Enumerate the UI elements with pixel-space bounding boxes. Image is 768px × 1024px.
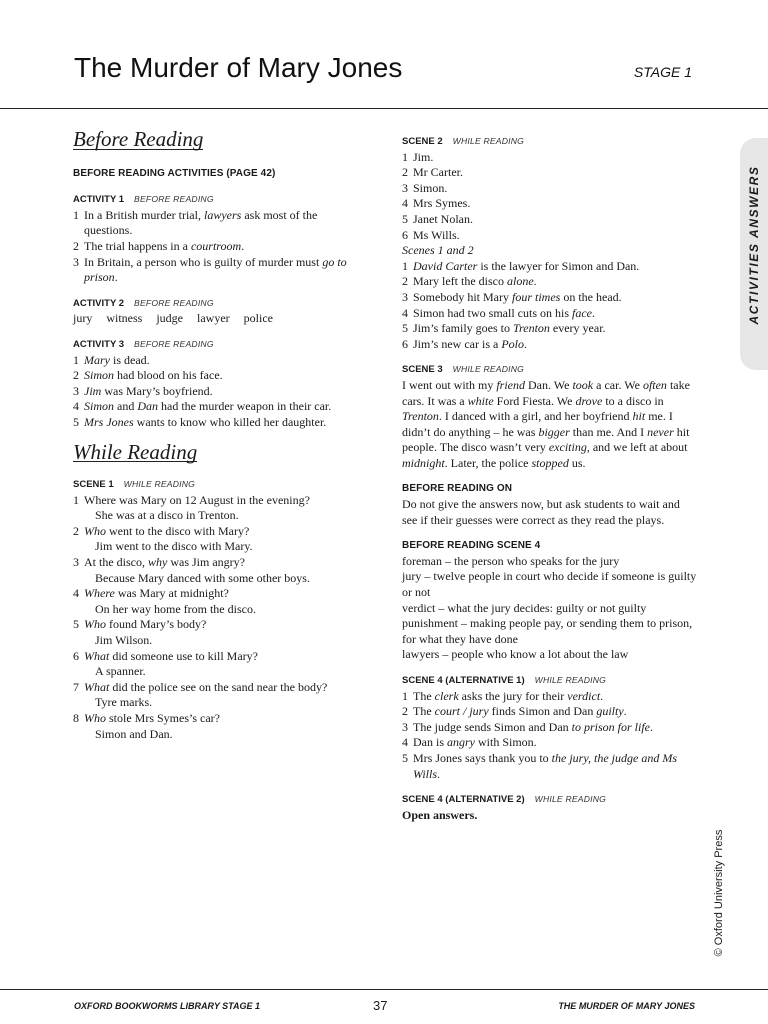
item-number: 2 bbox=[402, 165, 408, 180]
item-number: 1 bbox=[402, 258, 408, 273]
italic-text: bigger bbox=[538, 424, 570, 439]
scene4-alt1-label: SCENE 4 (ALTERNATIVE 1) bbox=[402, 675, 525, 686]
text-run: on the head. bbox=[560, 289, 622, 304]
question-item bbox=[73, 493, 363, 524]
item-number: 4 bbox=[402, 305, 408, 320]
question-item bbox=[73, 524, 363, 555]
italic-text: four times bbox=[512, 289, 561, 304]
text-run: At the disco, bbox=[84, 555, 148, 570]
scene3-paragraph bbox=[402, 378, 698, 472]
list-item bbox=[402, 306, 698, 322]
page-number: 37 bbox=[373, 998, 388, 1013]
italic-text: stopped bbox=[531, 455, 569, 470]
item-number: 6 bbox=[402, 227, 408, 242]
italic-text: guilty bbox=[596, 704, 624, 719]
text-run: a car. We bbox=[593, 377, 643, 392]
answer-text: Jim went to the disco with Mary. bbox=[95, 539, 253, 554]
item-number: 3 bbox=[402, 180, 408, 195]
item-text: Ms Wills. bbox=[413, 227, 460, 242]
text-run: is dead. bbox=[110, 352, 150, 367]
footer-book-title: THE MURDER OF MARY JONES bbox=[558, 1001, 695, 1011]
item-number: 2 bbox=[73, 238, 79, 253]
item-number: 5 bbox=[402, 321, 408, 336]
list-item bbox=[73, 239, 363, 255]
scene3-tag: WHILE READING bbox=[452, 364, 525, 375]
activity1-tag: BEFORE READING bbox=[134, 194, 214, 205]
page-header bbox=[0, 0, 768, 110]
item-text: Mr Carter. bbox=[413, 165, 463, 180]
item-number: 3 bbox=[73, 383, 79, 398]
text-run: and bbox=[114, 399, 138, 414]
text-run: . bbox=[533, 274, 537, 289]
text-run: Simon had two small cuts on his bbox=[413, 305, 572, 320]
glossary-entry: lawyers – people who know a lot about the law bbox=[402, 647, 629, 662]
activity3-tag: BEFORE READING bbox=[134, 338, 214, 349]
item-number: 1 bbox=[73, 492, 79, 507]
question-item bbox=[73, 555, 363, 586]
italic-text: exciting bbox=[548, 440, 587, 455]
text-run: had blood on his face. bbox=[114, 368, 223, 383]
stage-label: STAGE 1 bbox=[633, 64, 692, 80]
text-run: . bbox=[650, 719, 653, 734]
answer-text: Jim Wilson. bbox=[95, 633, 153, 648]
text-run: was Mary’s boyfriend. bbox=[101, 383, 213, 398]
item-number: 2 bbox=[402, 274, 408, 289]
text-run: was Mary at midnight? bbox=[114, 586, 229, 601]
text-run: stole Mrs Symes’s car? bbox=[106, 711, 220, 725]
right-column bbox=[402, 134, 698, 823]
text-run: . bbox=[523, 336, 527, 351]
text-run: Dan. We bbox=[525, 377, 573, 392]
vocabulary-word: lawyer bbox=[197, 311, 230, 326]
italic-text: Mrs Jones bbox=[84, 414, 134, 429]
italic-text: friend bbox=[496, 377, 525, 392]
scene4-alt2-tag: WHILE READING bbox=[534, 794, 606, 805]
item-number: 2 bbox=[73, 368, 79, 383]
page-title: The Murder of Mary Jones bbox=[74, 52, 403, 83]
text-run: went to the disco with Mary? bbox=[106, 523, 250, 538]
item-text: Janet Nolan. bbox=[413, 211, 473, 226]
text-run: asks the jury for their bbox=[458, 688, 568, 703]
item-number: 5 bbox=[73, 414, 79, 429]
glossary-list bbox=[402, 554, 698, 663]
copyright-notice: © Oxford University Press bbox=[713, 829, 725, 957]
list-item bbox=[402, 751, 698, 782]
italic-text: Who bbox=[84, 523, 106, 538]
scene4-alt2-label: SCENE 4 (ALTERNATIVE 2) bbox=[402, 794, 525, 806]
while-reading-heading: While Reading bbox=[73, 439, 198, 464]
italic-text: clerk bbox=[434, 688, 459, 703]
list-item bbox=[402, 337, 698, 353]
text-run: In a British murder trial, bbox=[84, 207, 204, 222]
italic-text: alone bbox=[506, 274, 534, 289]
scene4-alt1-list bbox=[402, 689, 698, 783]
text-run: . I danced with a girl, and her boyfriend bbox=[438, 409, 633, 424]
text-run: . bbox=[437, 766, 441, 781]
list-item bbox=[73, 353, 363, 369]
item-number: 3 bbox=[73, 254, 79, 269]
list-item bbox=[402, 720, 698, 736]
text-run: me. I didn’t do anything – he was bbox=[402, 409, 673, 439]
vocabulary-word: judge bbox=[156, 311, 184, 326]
italic-text: verdict bbox=[567, 688, 601, 703]
answer-text: Tyre marks. bbox=[95, 695, 153, 710]
list-item bbox=[402, 228, 698, 244]
footer-rule bbox=[0, 989, 768, 990]
glossary-entry: foreman – the person who speaks for the jury bbox=[402, 553, 620, 568]
activity3-list bbox=[73, 353, 363, 431]
italic-text: What bbox=[84, 648, 110, 663]
answer-text: A spanner. bbox=[95, 664, 146, 679]
activity2-label: ACTIVITY 2 bbox=[73, 297, 125, 309]
before-reading-on-heading: BEFORE READING ON bbox=[402, 483, 513, 495]
text-run: . bbox=[592, 305, 595, 320]
text-run: Where was Mary on 12 August in the evening? bbox=[84, 492, 310, 507]
scene2-label: SCENE 2 bbox=[402, 136, 443, 147]
text-run: . bbox=[623, 704, 627, 719]
left-column bbox=[73, 127, 363, 742]
list-item bbox=[73, 208, 363, 239]
item-number: 5 bbox=[402, 750, 408, 765]
scene4-alt1-heading bbox=[402, 673, 698, 689]
scene4-alt2-answer: Open answers. bbox=[402, 807, 478, 822]
list-item bbox=[402, 212, 698, 228]
before-reading-on-text: Do not give the answers now, but ask students to wait and see if their guesses were correct as they read the plays. bbox=[402, 497, 680, 527]
italic-text: go to prison bbox=[84, 254, 347, 285]
text-run: Jim’s family goes to bbox=[413, 321, 513, 336]
text-run: did the police see on the sand near the body? bbox=[109, 679, 328, 694]
activity2-tag: BEFORE READING bbox=[134, 297, 214, 308]
item-number: 3 bbox=[402, 289, 408, 304]
list-item bbox=[402, 181, 698, 197]
activity2-words bbox=[73, 311, 363, 327]
activity3-label: ACTIVITY 3 bbox=[73, 338, 125, 350]
scene4-alt2-heading bbox=[402, 792, 698, 808]
item-number: 5 bbox=[73, 617, 79, 632]
italic-text: courtroom bbox=[190, 238, 242, 253]
before-scene4-heading: BEFORE READING SCENE 4 bbox=[402, 540, 541, 552]
text-run: finds Simon and Dan bbox=[488, 704, 597, 719]
vocabulary-word: jury bbox=[73, 311, 93, 326]
scene1-tag: WHILE READING bbox=[123, 479, 196, 490]
item-number: 8 bbox=[73, 711, 79, 725]
list-item bbox=[402, 165, 698, 181]
text-run: take cars. It was a bbox=[402, 377, 690, 408]
text-run: Mary left the disco bbox=[413, 274, 507, 289]
text-run: . bbox=[241, 238, 245, 253]
text-run: Somebody hit Mary bbox=[413, 289, 512, 304]
text-run: . Later, the police bbox=[444, 455, 532, 470]
item-number: 1 bbox=[73, 207, 79, 222]
item-number: 4 bbox=[402, 735, 408, 750]
scene2-list bbox=[402, 150, 698, 244]
item-text: Mrs Symes. bbox=[413, 196, 471, 211]
text-run: I went out with my bbox=[402, 377, 497, 392]
text-run: The judge sends Simon and Dan bbox=[413, 719, 572, 734]
text-run: was Jim angry? bbox=[167, 555, 245, 570]
before-reading-activities-heading: BEFORE READING ACTIVITIES (PAGE 42) bbox=[73, 167, 276, 179]
question-item bbox=[73, 617, 363, 648]
text-run: Ford Fiesta. We bbox=[493, 393, 576, 408]
list-item bbox=[402, 735, 698, 751]
answer-text: She was at a disco in Trenton. bbox=[95, 508, 239, 523]
glossary-entry: verdict – what the jury decides: guilty or not guilty bbox=[402, 600, 647, 615]
item-text: Simon. bbox=[413, 180, 448, 195]
text-run: ask most of the questions. bbox=[84, 207, 318, 238]
text-run: Dan is bbox=[413, 735, 447, 750]
italic-text: Mary bbox=[84, 352, 110, 367]
item-number: 4 bbox=[73, 399, 79, 414]
text-run: with Simon. bbox=[475, 735, 537, 750]
glossary-entry: punishment – making people pay, or sending them to prison, for what they have done bbox=[402, 616, 693, 646]
italic-text: to prison for life bbox=[571, 719, 650, 734]
activity1-list bbox=[73, 208, 363, 286]
text-run: had the murder weapon in their car. bbox=[158, 399, 332, 414]
answer-text: Simon and Dan. bbox=[95, 726, 173, 741]
italic-text: face bbox=[572, 305, 592, 320]
text-run: , and we left at about bbox=[586, 440, 688, 455]
item-number: 7 bbox=[73, 679, 79, 694]
side-tab-label: ACTIVITIES ANSWERS bbox=[747, 165, 761, 325]
text-run: hit people. The disco wasn’t very bbox=[402, 424, 690, 455]
italic-text: Who bbox=[84, 617, 106, 632]
item-number: 5 bbox=[402, 211, 408, 226]
italic-text: hit bbox=[632, 409, 646, 424]
item-number: 1 bbox=[73, 352, 79, 367]
text-run: Jim’s new car is a bbox=[413, 336, 502, 351]
list-item bbox=[73, 368, 363, 384]
list-item bbox=[73, 255, 363, 286]
text-run: found Mary’s body? bbox=[106, 617, 207, 632]
italic-text: Who bbox=[84, 711, 106, 725]
text-run: than me. And I bbox=[569, 424, 648, 439]
italic-text: David Carter bbox=[413, 258, 478, 273]
list-item bbox=[73, 399, 363, 415]
text-run: us. bbox=[568, 455, 586, 470]
scenes-1-2-subheading: Scenes 1 and 2 bbox=[402, 243, 474, 258]
italic-text: lawyers bbox=[203, 207, 242, 222]
text-run: . bbox=[114, 270, 118, 285]
text-run: Mrs Jones says thank you to bbox=[413, 750, 552, 765]
italic-text: Trenton bbox=[513, 321, 550, 336]
item-number: 3 bbox=[73, 555, 79, 570]
italic-text: often bbox=[642, 377, 667, 392]
item-number: 6 bbox=[402, 336, 408, 351]
italic-text: Simon bbox=[84, 368, 114, 383]
italic-text: angry bbox=[447, 735, 475, 750]
list-item bbox=[402, 150, 698, 166]
item-number: 4 bbox=[402, 196, 408, 211]
scene3-heading bbox=[402, 362, 698, 378]
text-run: every year. bbox=[549, 321, 606, 336]
italic-text: the jury, the judge and Ms Wills bbox=[413, 750, 677, 781]
list-item bbox=[402, 196, 698, 212]
scene2-tag: WHILE READING bbox=[452, 136, 525, 146]
list-item bbox=[402, 259, 698, 275]
scene1-label: SCENE 1 bbox=[73, 479, 114, 491]
italic-text: took bbox=[572, 377, 594, 392]
activity2-heading bbox=[73, 296, 363, 312]
text-run: In Britain, a person who is guilty of murder must bbox=[84, 254, 323, 269]
scene2-heading bbox=[402, 134, 698, 150]
scene1-list bbox=[73, 493, 363, 743]
italic-text: why bbox=[148, 555, 168, 570]
italic-text: never bbox=[647, 424, 674, 439]
item-number: 1 bbox=[402, 149, 408, 164]
scene4-alt1-tag: WHILE READING bbox=[534, 675, 606, 685]
footer-series: OXFORD BOOKWORMS LIBRARY STAGE 1 bbox=[74, 1001, 261, 1011]
item-number: 1 bbox=[402, 688, 408, 703]
answer-text: Because Mary danced with some other boys. bbox=[95, 570, 310, 585]
list-item bbox=[402, 689, 698, 705]
italic-text: Simon bbox=[84, 399, 114, 414]
text-run: The bbox=[413, 688, 435, 703]
italic-text: Polo bbox=[501, 336, 524, 351]
italic-text: white bbox=[467, 393, 494, 408]
list-item bbox=[402, 704, 698, 720]
list-item bbox=[402, 321, 698, 337]
item-number: 2 bbox=[73, 523, 79, 538]
question-item bbox=[73, 586, 363, 617]
italic-text: court / jury bbox=[434, 704, 489, 719]
scene3-label: SCENE 3 bbox=[402, 364, 443, 376]
text-run: The bbox=[413, 704, 435, 719]
italic-text: Jim bbox=[84, 383, 102, 398]
activity1-label: ACTIVITY 1 bbox=[73, 194, 125, 206]
text-run: wants to know who killed her daughter. bbox=[133, 414, 327, 429]
header-rule bbox=[0, 108, 768, 109]
glossary-entry: jury – twelve people in court who decide if someone is guilty or not bbox=[402, 569, 697, 600]
item-number: 6 bbox=[73, 648, 79, 663]
question-item bbox=[73, 680, 363, 711]
item-number: 4 bbox=[73, 586, 79, 601]
text-run: did someone use to kill Mary? bbox=[109, 648, 258, 663]
italic-text: Trenton bbox=[402, 409, 439, 424]
italic-text: Where bbox=[84, 586, 115, 601]
list-item bbox=[402, 274, 698, 290]
text-run: . bbox=[600, 688, 604, 703]
list-item bbox=[73, 384, 363, 400]
item-text: Jim. bbox=[413, 149, 434, 164]
italic-text: midnight bbox=[402, 455, 445, 470]
answer-text: On her way home from the disco. bbox=[95, 601, 256, 616]
activity3-heading bbox=[73, 337, 363, 353]
item-number: 3 bbox=[402, 719, 408, 734]
italic-text: What bbox=[84, 679, 110, 694]
text-run: The trial happens in a bbox=[84, 238, 191, 253]
scenes-1-2-list bbox=[402, 259, 698, 353]
vocabulary-word: witness bbox=[106, 311, 143, 326]
italic-text: drove bbox=[575, 393, 603, 408]
text-run: to a disco in bbox=[602, 393, 664, 408]
scene1-heading bbox=[73, 477, 363, 493]
list-item bbox=[402, 290, 698, 306]
question-item bbox=[73, 649, 363, 680]
text-run: is the lawyer for Simon and Dan. bbox=[477, 258, 640, 273]
before-reading-heading: Before Reading bbox=[73, 127, 204, 151]
list-item bbox=[73, 415, 363, 431]
italic-text: Dan bbox=[137, 399, 158, 414]
activity1-heading bbox=[73, 192, 363, 208]
vocabulary-word: police bbox=[243, 311, 273, 326]
item-number: 2 bbox=[402, 704, 408, 719]
question-item bbox=[73, 711, 363, 742]
